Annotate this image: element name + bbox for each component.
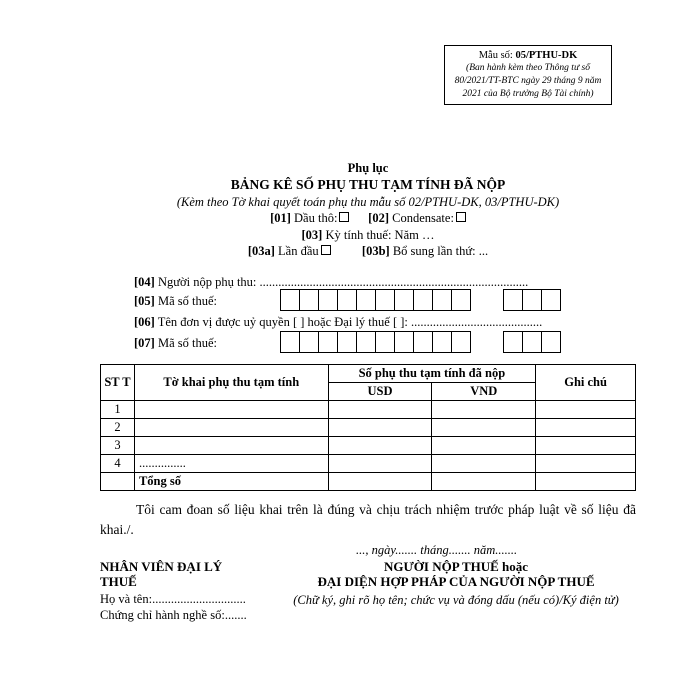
col-header-usd: USD <box>328 383 432 401</box>
row-vnd-cell[interactable] <box>432 437 536 455</box>
row-usd-cell[interactable] <box>328 419 432 437</box>
form-note-line3: 2021 của Bộ trưởng Bộ Tài chính) <box>462 89 594 99</box>
row-note-cell[interactable] <box>536 401 636 419</box>
agent-name: Họ và tên:.............................. <box>100 592 246 606</box>
form-code-box <box>444 45 612 105</box>
document-subtitle: (Kèm theo Tờ khai quyết toán phụ thu mẫu số 02/PTHU-DK, 03/PTHU-DK) <box>176 195 560 209</box>
row-stt: 2 <box>101 419 135 437</box>
table-row <box>101 419 636 437</box>
col-header-note: Ghi chú <box>536 365 636 401</box>
surcharge-table <box>100 364 636 491</box>
indicator-line-03: [03] Kỳ tính thuế: Năm … <box>301 228 435 242</box>
field-07-label: [07] Mã số thuế: <box>134 336 217 350</box>
row-usd-cell[interactable] <box>328 401 432 419</box>
row-usd-cell[interactable] <box>328 437 432 455</box>
document-title: BẢNG KÊ SỐ PHỤ THU TẠM TÍNH ĐÃ NỘP <box>230 177 506 192</box>
field-06-authorized: [06] Tên đơn vị được uỷ quyền [ ] hoặc Đại lý thuế [ ]: .......................................... <box>134 315 543 329</box>
col-header-form: Tờ khai phụ thu tạm tính <box>134 365 328 401</box>
taxpayer-title: NGƯỜI NỘP THUẾ hoặc ĐẠI DIỆN HỢP PHÁP CỦA NGƯỜI NỘP THUẾ <box>317 559 595 589</box>
form-note-line2: 80/2021/TT-BTC ngày 29 tháng 9 năm <box>454 76 602 86</box>
tax-code-05-branch-input[interactable] <box>504 289 561 311</box>
taxpayer-signature-note: (Chữ ký, ghi rõ họ tên; chức vụ và đóng dấu (nếu có)/Ký điện tử) <box>293 593 619 607</box>
row-note-cell[interactable] <box>536 419 636 437</box>
form-note-line1: (Ban hành kèm theo Thông tư số <box>466 63 590 73</box>
row-form-cell[interactable] <box>134 437 328 455</box>
field-04-taxpayer: [04] Người nộp phụ thu: ...................................................................................... <box>134 275 529 289</box>
total-vnd-cell[interactable] <box>432 473 536 491</box>
row-stt: 1 <box>101 401 135 419</box>
form-code: Mẫu số: 05/PTHU-DK <box>478 50 578 61</box>
row-form-cell[interactable]: ............... <box>134 455 328 473</box>
tax-code-07-branch-input[interactable] <box>504 331 561 353</box>
total-label: Tổng số <box>134 473 328 491</box>
row-stt: 3 <box>101 437 135 455</box>
row-vnd-cell[interactable] <box>432 455 536 473</box>
row-vnd-cell[interactable] <box>432 401 536 419</box>
table-total-row <box>101 473 636 491</box>
table-row <box>101 437 636 455</box>
condensate-checkbox[interactable] <box>456 212 466 222</box>
first-time-checkbox[interactable] <box>321 245 331 255</box>
indicator-line-03ab: [03a] Lần đầu [03b] Bổ sung lần thứ: ... <box>247 244 489 258</box>
row-form-cell[interactable] <box>134 401 328 419</box>
row-vnd-cell[interactable] <box>432 419 536 437</box>
col-header-stt: ST T <box>101 365 135 401</box>
row-form-cell[interactable] <box>134 419 328 437</box>
date-line: ..., ngày....... tháng....... năm....... <box>356 543 518 557</box>
col-header-vnd: VND <box>432 383 536 401</box>
appendix-label: Phụ lục <box>347 161 389 175</box>
total-usd-cell[interactable] <box>328 473 432 491</box>
col-header-amount: Số phụ thu tạm tính đã nộp <box>328 365 536 383</box>
row-usd-cell[interactable] <box>328 455 432 473</box>
row-note-cell[interactable] <box>536 437 636 455</box>
table-row <box>101 455 636 473</box>
row-note-cell[interactable] <box>536 455 636 473</box>
tax-code-05-main-input[interactable] <box>281 289 471 311</box>
row-stt: 4 <box>101 455 135 473</box>
tax-code-07-main-input[interactable] <box>281 331 471 353</box>
indicator-line-01-02: [01] Dầu thô: [02] Condensate: <box>100 211 636 226</box>
crude-oil-checkbox[interactable] <box>339 212 349 222</box>
declaration-text: Tôi cam đoan số liệu khai trên là đúng và chịu trách nhiệm trước pháp luật về số liệu đã khai./. <box>100 502 636 537</box>
total-note-cell[interactable] <box>536 473 636 491</box>
agent-certificate: Chứng chỉ hành nghề số:....... <box>100 608 247 622</box>
table-row <box>101 401 636 419</box>
agent-title: NHÂN VIÊN ĐẠI LÝ THUẾ <box>100 559 223 589</box>
field-05-label: [05] Mã số thuế: <box>134 294 217 308</box>
